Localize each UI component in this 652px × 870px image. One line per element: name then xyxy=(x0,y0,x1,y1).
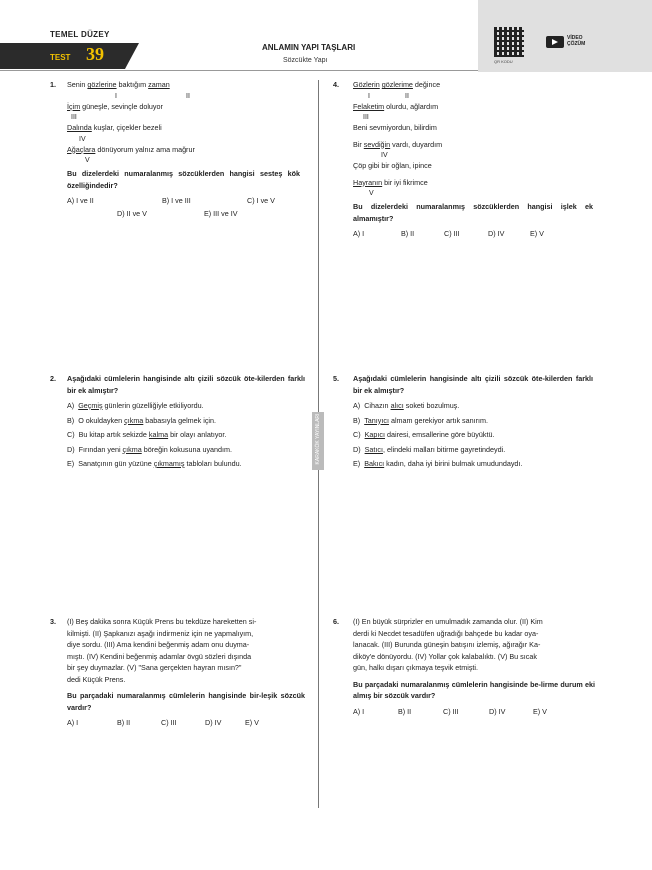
option-b[interactable]: B) O okuldayken çıkma babasıyla gelmek için. xyxy=(67,415,217,425)
option-c[interactable]: C) I ve V xyxy=(247,196,275,205)
option-d[interactable]: D) IV xyxy=(489,706,506,716)
option-a[interactable]: A) I xyxy=(353,706,365,716)
question-5: 5. Aşağıdaki cümlelerin hangisinde altı çizili sözcük öte-kilerden farklı bir ek almıştır? A) Cihazın alıcı soketi bozulmuş. B) Tanıyıcı almam gerekiyor artık sanırım. C) Kapıcı dairesi, emsallerine göre büyüktü. D) Satıcı, elindeki malları bitirme gayretindeydi. E) Bakıcı kadın, daha iyi birini bulmak umudundaydı. xyxy=(333,374,593,468)
option-e[interactable]: E) V xyxy=(533,706,547,716)
passage-line: mıştı. (IV) Kendini beğenmiş adamlar övgü sözleri dışında xyxy=(67,651,252,661)
option-e[interactable]: E) Bakıcı kadın, daha iyi birini bulmak umudundaydı. xyxy=(353,459,523,468)
question-stem: Bu parçadaki numaralanmış cümlelerin hangisinde bir-leşik sözcük vardır? xyxy=(67,691,305,712)
option-c[interactable]: C) III xyxy=(443,706,459,716)
qr-code-icon[interactable] xyxy=(494,27,524,57)
option-e[interactable]: E) III ve IV xyxy=(204,209,238,218)
page-subtitle: Sözcükte Yapı xyxy=(283,57,328,64)
option-b[interactable]: B) II xyxy=(117,718,131,727)
option-e[interactable]: E) V xyxy=(245,718,259,727)
option-b[interactable]: B) II xyxy=(401,229,415,238)
option-c[interactable]: C) III xyxy=(444,229,460,238)
option-b[interactable]: B) I ve III xyxy=(162,196,191,205)
question-stem: Bu dizelerdeki numaralanmış sözcüklerden hangisi işlek ek almamıştır? xyxy=(353,202,593,223)
option-d[interactable]: D) IV xyxy=(488,229,505,238)
video-solution-label[interactable]: VİDEO ÇÖZÜM xyxy=(567,35,586,47)
question-1: 1. Senin gözlerine baktığım zaman I II İçim güneşle, sevinçle doluyor III Dalında kuşlar, çiçekler bezeli IV Ağaçlara dönüyorum yalnız ama mağrur V Bu dizelerdeki numaralanmış sözcüklerden hangisi sesteş kök özelliğindedir? A) I ve II B) I ve III C) I ve V D) II ve V E) III ve IV xyxy=(50,80,300,218)
page-title: ANLAMIN YAPI TAŞLARI xyxy=(262,43,356,52)
option-a[interactable]: A) I xyxy=(67,718,79,727)
option-b[interactable]: B) II xyxy=(398,706,412,716)
passage-line: kilmişti. (II) Şapkanızı aşağı indirmeniz için ne yapmalıyım, xyxy=(67,628,254,638)
option-a[interactable]: A) Cihazın alıcı soketi bozulmuş. xyxy=(353,401,460,410)
passage-line: lanacak. (III) Burunda güneşin batışını izlemiş, ağırağır Ka- xyxy=(353,640,541,649)
option-e[interactable]: E) V xyxy=(530,229,544,238)
passage-line: dedi Küçük Prens. xyxy=(67,674,126,684)
level-label: TEMEL DÜZEY xyxy=(50,30,110,39)
option-c[interactable]: C) Bu kitap artık sekizde kalma bir olayı anlatıyor. xyxy=(67,430,227,439)
option-d[interactable]: D) Fırından yeni çıkma böreğin kokusuna uyandım. xyxy=(67,444,233,454)
option-a[interactable]: A) I xyxy=(353,229,365,238)
passage-line: gün, halkı dışarı çıkmaya teşvik etmişti. xyxy=(353,663,479,672)
test-number: 39 xyxy=(86,44,104,64)
header-rule xyxy=(0,70,478,71)
play-icon[interactable] xyxy=(546,36,564,48)
option-c[interactable]: C) Kapıcı dairesi, emsallerine göre büyüktü. xyxy=(353,430,495,439)
side-tab: KARAKÖK YAYINLARI xyxy=(312,412,324,470)
option-d[interactable]: D) IV xyxy=(205,718,222,727)
passage-line: (I) Beş dakika sonra Küçük Prens bu tekdüze hareketten si- xyxy=(67,617,257,626)
passage-line: diye sordu. (III) Ama kendini beğenmiş adam onu duyma- xyxy=(67,640,250,649)
option-a[interactable]: A) I ve II xyxy=(67,196,94,205)
passage-line: derdi ki Necdet tesadüfen uğradığı bahçede bu kadar oya- xyxy=(353,628,539,638)
question-4: 4. Gözlerin gözlerime değince I II Felaketim olurdu, ağlardım III Beni sevmiyordun, bilirdim Bir sevdiğin vardı, duyardım IV Çöp gibi bir oğlan, ipince Hayranın bir iyi fikrimce V Bu dizelerdeki numaralanmış sözcüklerden hangisi işlek ek almamıştır? A) I B) II C) III D) IV E) V xyxy=(333,80,593,238)
question-stem: Bu dizelerdeki numaralanmış sözcüklerden hangisi sesteş kök özelliğindedir? xyxy=(67,169,300,190)
question-stem: Aşağıdaki cümlelerin hangisinde altı çizili sözcük öte-kilerden farklı bir ek almıştır? xyxy=(353,374,593,395)
option-a[interactable]: A) Geçmiş günlerin güzelliğiyle etkiliyordu. xyxy=(67,401,204,410)
test-label: TEST xyxy=(50,53,71,62)
passage-line: (I) En büyük sürprizler en umulmadık zamanda olur. (II) Kim xyxy=(353,617,543,626)
passage-line: bir şey duymazlar. (V) "Sana gerçekten hayran mısın?" xyxy=(67,663,242,672)
question-2: 2. Aşağıdaki cümlelerin hangisinde altı çizili sözcük öte-kilerden farklı bir ek almıştır? A) Geçmiş günlerin güzelliğiyle etkiliyordu. B) O okuldayken çıkma babasıyla gelmek için. C) Bu kitap artık sekizde kalma bir olayı anlatıyor. D) Fırından yeni çıkma böreğin kokusuna uyandım. E) Sanatçının gün yüzüne çıkmamış tabloları bulundu. xyxy=(50,374,305,468)
option-e[interactable]: E) Sanatçının gün yüzüne çıkmamış tabloları bulundu. xyxy=(67,459,242,468)
question-3: 3. (I) Beş dakika sonra Küçük Prens bu tekdüze hareketten si- kilmişti. (II) Şapkanızı aşağı indirmeniz için ne yapmalıyım, diye sordu. (III) Ama kendini beğenmiş adam onu duyma- mıştı. (IV) Kendini beğenmiş adamlar övgü sözleri dışında bir şey duymazlar. (V) "Sana gerçekten hayran mısın?" dedi Küçük Prens. Bu parçadaki numaralanmış cümlelerin hangisinde bir-leşik sözcük vardır? A) I B) II C) III D) IV E) V xyxy=(50,617,305,727)
option-d[interactable]: D) II ve V xyxy=(117,209,147,218)
option-d[interactable]: D) Satıcı, elindeki malları bitirme gayretindeydi. xyxy=(353,444,506,454)
option-b[interactable]: B) Tanıyıcı almam gerekiyor artık sanırım. xyxy=(353,415,489,425)
option-c[interactable]: C) III xyxy=(161,718,177,727)
question-stem: Bu parçadaki numaralanmış cümlelerin hangisinde be-lirme durum eki almış bir sözcük vardır? xyxy=(353,679,595,700)
passage-line: diköy'e dönüyordu. (IV) Yollar çok kalabalıktı. (V) Bu sıcak xyxy=(353,651,537,661)
question-6: 6. (I) En büyük sürprizler en umulmadık zamanda olur. (II) Kim derdi ki Necdet tesadüfen uğradığı bahçede bu kadar oya- lanacak. (III) Burunda güneşin batışını izlemiş, ağırağır Ka- diköy'e dönüyordu. (IV) Yollar çok kalabalıktı. (V) Bu sıcak gün, halkı dışarı çıkmaya teşvik etmişti. Bu parçadaki numaralanmış cümlelerin hangisinde be-lirme durum eki almış bir sözcük vardır? A) I B) II C) III D) IV E) V xyxy=(333,617,595,716)
question-stem: Aşağıdaki cümlelerin hangisinde altı çizili sözcük öte-kilerden farklı bir ek almıştır? xyxy=(67,374,305,395)
qr-caption: QR KODU xyxy=(494,59,513,64)
